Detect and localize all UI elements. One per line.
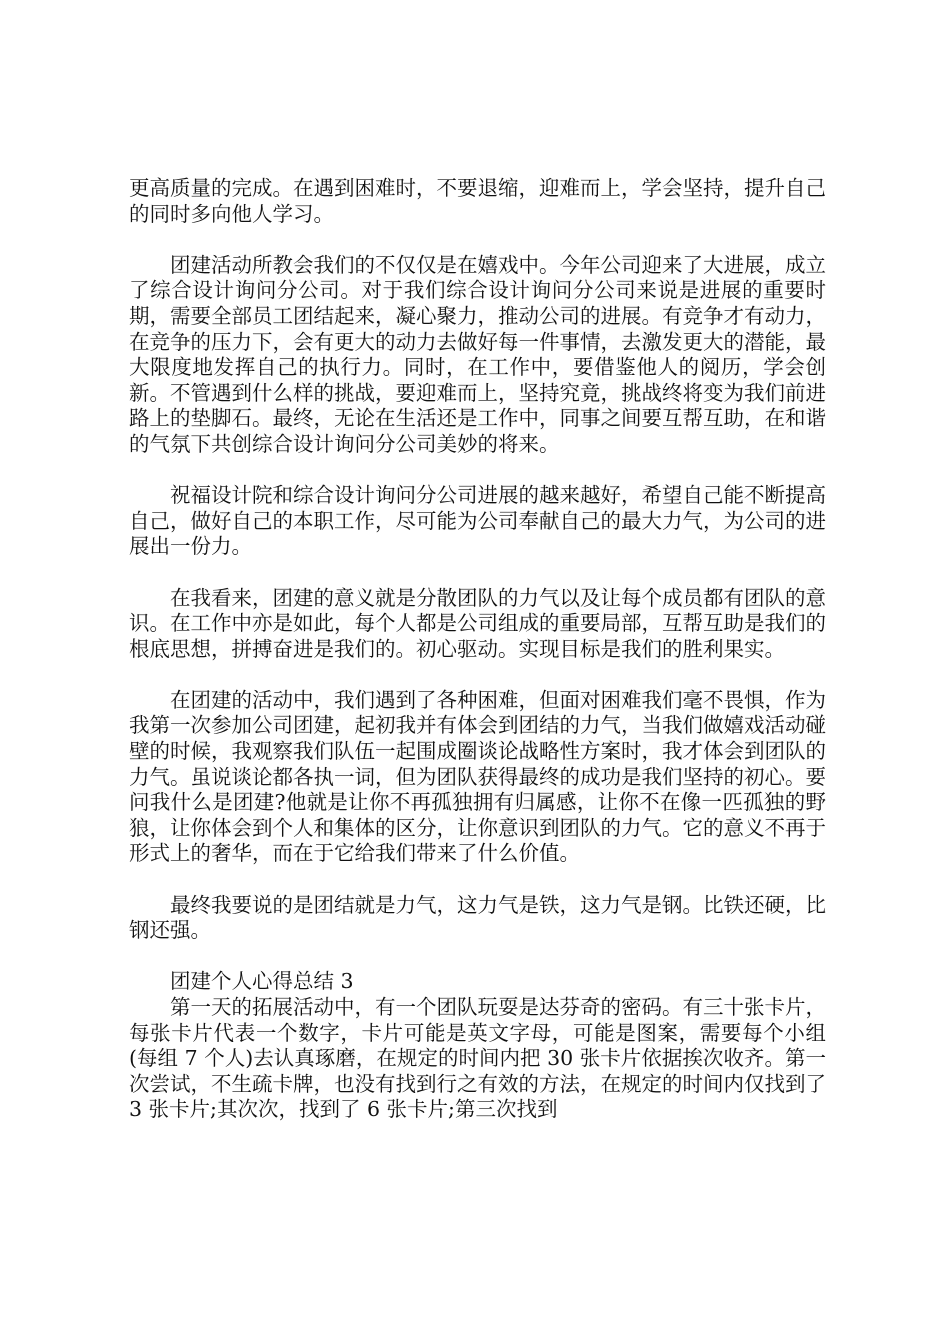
paragraph-conclusion: 最终我要说的是团结就是力气，这力气是铁，这力气是钢。比铁还硬，比钢还强。 <box>129 892 826 943</box>
paragraph-meaning-of-team-building: 在我看来，团建的意义就是分散团队的力气以及让每个成员都有团队的意识。在工作中亦是如此，每个人都是公司组成的重要局部，互帮互助是我们的根底思想，拼搏奋进是我们的。初心驱动。实现目标是我们的胜利果实。 <box>129 585 826 661</box>
paragraph-team-building-lessons: 团建活动所教会我们的不仅仅是在嬉戏中。今年公司迎来了大进展，成立了综合设计询问分公司。对于我们综合设计询问分公司来说是进展的重要时期，需要全部员工团结起来，凝心聚力，推动公司的进展。有竞争才有动力，在竞争的压力下，会有更大的动力去做好每一件事情，去激发更大的潜能，最大限度地发挥自己的执行力。同时，在工作中，要借鉴他人的阅历，学会创新。不管遇到什么样的挑战，要迎难而上，坚持究竟，挑战终将变为我们前进路上的垫脚石。最终，无论在生活还是工作中，同事之间要互帮互助，在和谐的气氛下共创综合设计询问分公司美妙的将来。 <box>129 252 826 456</box>
paragraph-davinci-code-game: 第一天的拓展活动中，有一个团队玩耍是达芬奇的密码。有三十张卡片，每张卡片代表一个数字，卡片可能是英文字母，可能是图案，需要每个小组(每组 7 个人)去认真琢磨，在规定的时间内把 30 张卡片依据挨次收齐。第一次尝试，不生疏卡牌，也没有找到行之有效的方法，在规定的时间内仅找到了 3 张卡片;其次次，找到了 6 张卡片;第三次找到 <box>129 995 826 1122</box>
paragraph-continuation: 更高质量的完成。在遇到困难时，不要退缩，迎难而上，学会坚持，提升自己的同时多向他人学习。 <box>129 176 826 226</box>
section-heading: 团建个人心得总结 3 <box>170 969 354 994</box>
paragraph-difficulties: 在团建的活动中，我们遇到了各种困难，但面对困难我们毫不畏惧，作为我第一次参加公司团建，起初我并有体会到团结的力气，当我们做嬉戏活动碰壁的时候，我观察我们队伍一起围成圈谈论战略性方案时，我才体会到团队的力气。虽说谈论都各执一词，但为团队获得最终的成功是我们坚持的初心。要问我什么是团建?他就是让你不再孤独拥有归属感，让你不在像一匹孤独的野狼，让你体会到个人和集体的区分，让你意识到团队的力气。它的意义不再于形式上的奢华，而在于它给我们带来了什么价值。 <box>129 687 826 866</box>
paragraph-blessing: 祝福设计院和综合设计询问分公司进展的越来越好，希望自己能不断提高自己，做好自己的本职工作，尽可能为公司奉献自己的最大力气，为公司的进展出一份力。 <box>129 483 826 559</box>
document-page <box>129 176 826 1123</box>
